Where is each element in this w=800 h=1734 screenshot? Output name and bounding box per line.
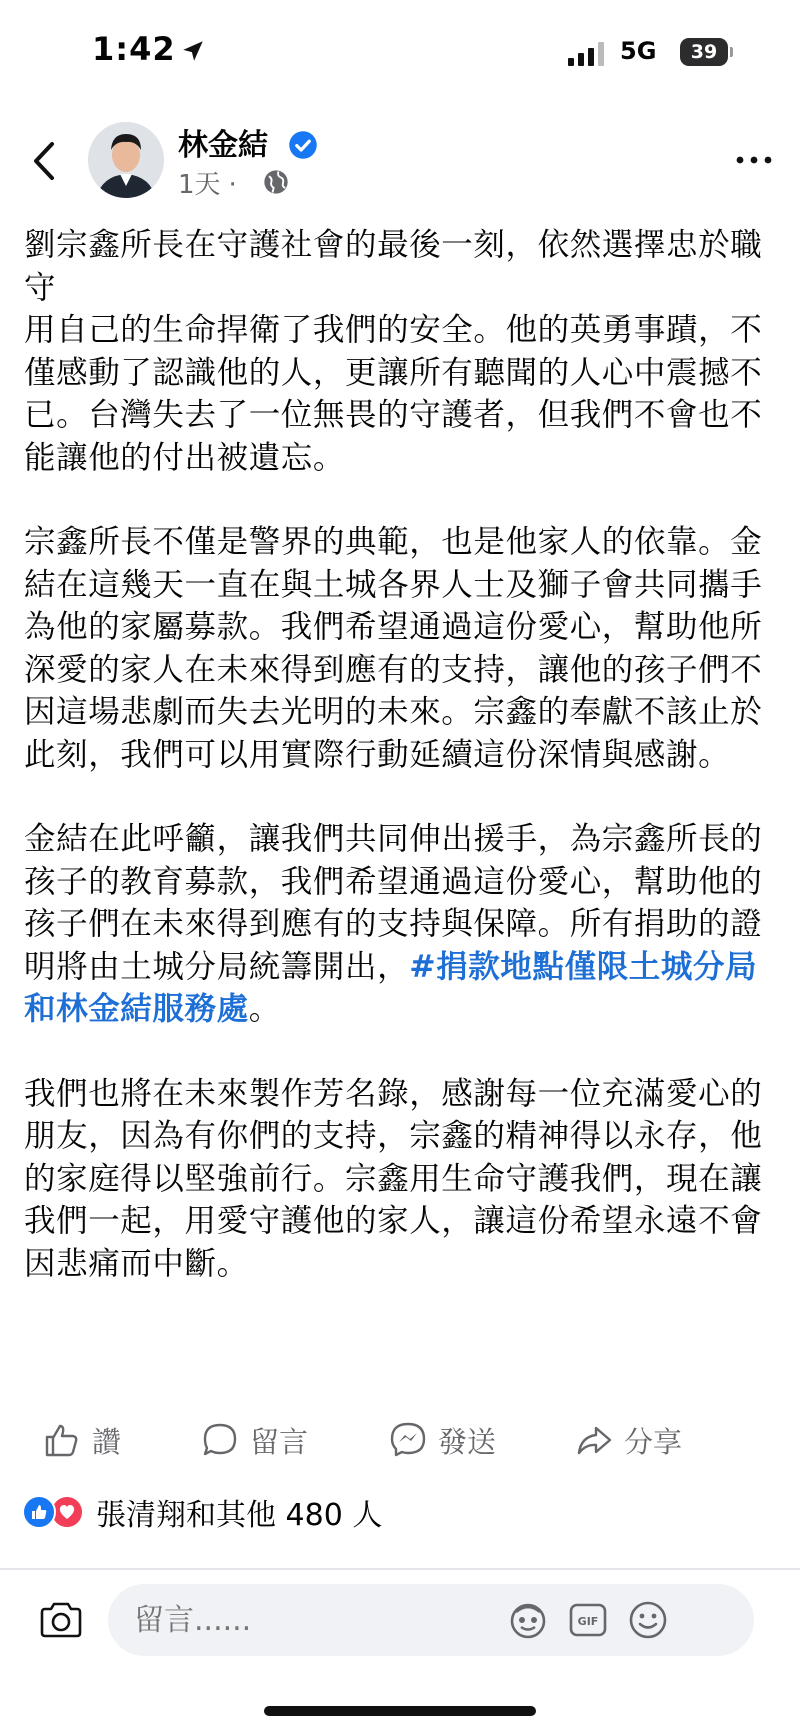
like-reaction-icon [22, 1495, 56, 1529]
author-name[interactable]: 林金結 [178, 128, 268, 163]
location-arrow-icon [180, 38, 206, 64]
send-button[interactable] [388, 1410, 496, 1470]
comment-input[interactable] [132, 1584, 516, 1658]
post-body [24, 224, 776, 1327]
post-meta [178, 164, 245, 201]
paragraph-text: 我們也將在未來製作芳名錄，感謝每一位充滿愛心的朋友，因為有你們的支持，宗鑫的精神得以永存，他的家庭得以堅強前行。宗鑫用生命守護我們，現在讓我們一起，用愛守護他的家人，讓這份希望永遠不會因悲痛而中斷。 [24, 1075, 763, 1282]
paragraph-text: 宗鑫所長不僅是警界的典範，也是他家人的依靠。金結在這幾天一直在與土城各界人士及獅子會共同攜手為他的家屬募款。我們希望通過這份愛心，幫助他所深愛的家人在未來得到應有的支持，讓他的孩子們不因這場悲劇而失去光明的未來。宗鑫的奉獻不該止於此刻，我們可以用實際行動延續這份深情與感謝。 [24, 524, 763, 773]
camera-icon[interactable] [38, 1600, 84, 1640]
messenger-icon [388, 1420, 428, 1460]
meta-dot: · [228, 170, 237, 200]
status-bar [0, 0, 800, 110]
thumbs-up-icon [42, 1420, 82, 1460]
share-arrow-icon [574, 1420, 614, 1460]
svg-text:GIF: GIF [577, 1615, 599, 1628]
divider [0, 1568, 800, 1570]
avatar-portrait [88, 122, 164, 198]
action-bar [0, 1410, 800, 1470]
post-timestamp[interactable]: 1天 [178, 170, 221, 200]
send-label: 發送 [438, 1424, 497, 1459]
status-time: 1:42 [92, 30, 176, 68]
home-indicator[interactable] [264, 1706, 536, 1716]
avatar-sticker-icon[interactable] [506, 1598, 550, 1642]
gif-icon[interactable] [566, 1598, 610, 1642]
globe-icon [262, 168, 290, 196]
like-button[interactable] [42, 1410, 121, 1470]
reaction-count-text: 張清翔和其他 480 人 [96, 1498, 383, 1533]
post-paragraph-4 [24, 1073, 776, 1286]
share-button[interactable] [574, 1410, 682, 1470]
more-options-icon[interactable] [732, 146, 776, 174]
cellular-signal-icon [568, 42, 606, 66]
share-label: 分享 [624, 1424, 683, 1459]
battery-level: 39 [680, 38, 728, 66]
paragraph-text: 劉宗鑫所長在守護社會的最後一刻，依然選擇忠於職守 用自己的生命捍衛了我們的安全。他的英勇事蹟，不僅感動了認識他的人，更讓所有聽聞的人心中震撼不已。台灣失去了一位無畏的守護者，但我們不會也不能讓他的付出被遺忘。 [24, 227, 763, 476]
emoji-icon[interactable] [626, 1598, 670, 1642]
comment-button[interactable] [200, 1410, 308, 1470]
post-paragraph-3 [24, 818, 776, 1031]
battery-cap [730, 47, 733, 57]
post-paragraph-1 [24, 224, 776, 479]
like-label: 讚 [92, 1424, 122, 1459]
back-chevron-icon[interactable] [28, 138, 60, 184]
post-paragraph-2 [24, 521, 776, 776]
author-avatar[interactable] [88, 122, 164, 198]
comment-label: 留言 [250, 1424, 309, 1459]
verified-badge-icon [288, 130, 318, 160]
comment-box[interactable] [108, 1584, 754, 1656]
hashtag-link[interactable]: #捐款地點僅限土城分局和林金結服務處 [24, 948, 758, 1027]
paragraph-tail: 。 [248, 991, 281, 1027]
paragraph-text: 金結在此呼籲，讓我們共同伸出援手，為宗鑫所長的孩子的教育募款，我們希望通過這份愛心，幫助他的孩子們在未來得到應有的支持與保障。所有捐助的證明將由土城分局統籌開出， [24, 821, 763, 985]
reaction-summary[interactable] [22, 1490, 382, 1534]
comment-bubble-icon [200, 1420, 240, 1460]
network-type: 5G [620, 37, 657, 65]
